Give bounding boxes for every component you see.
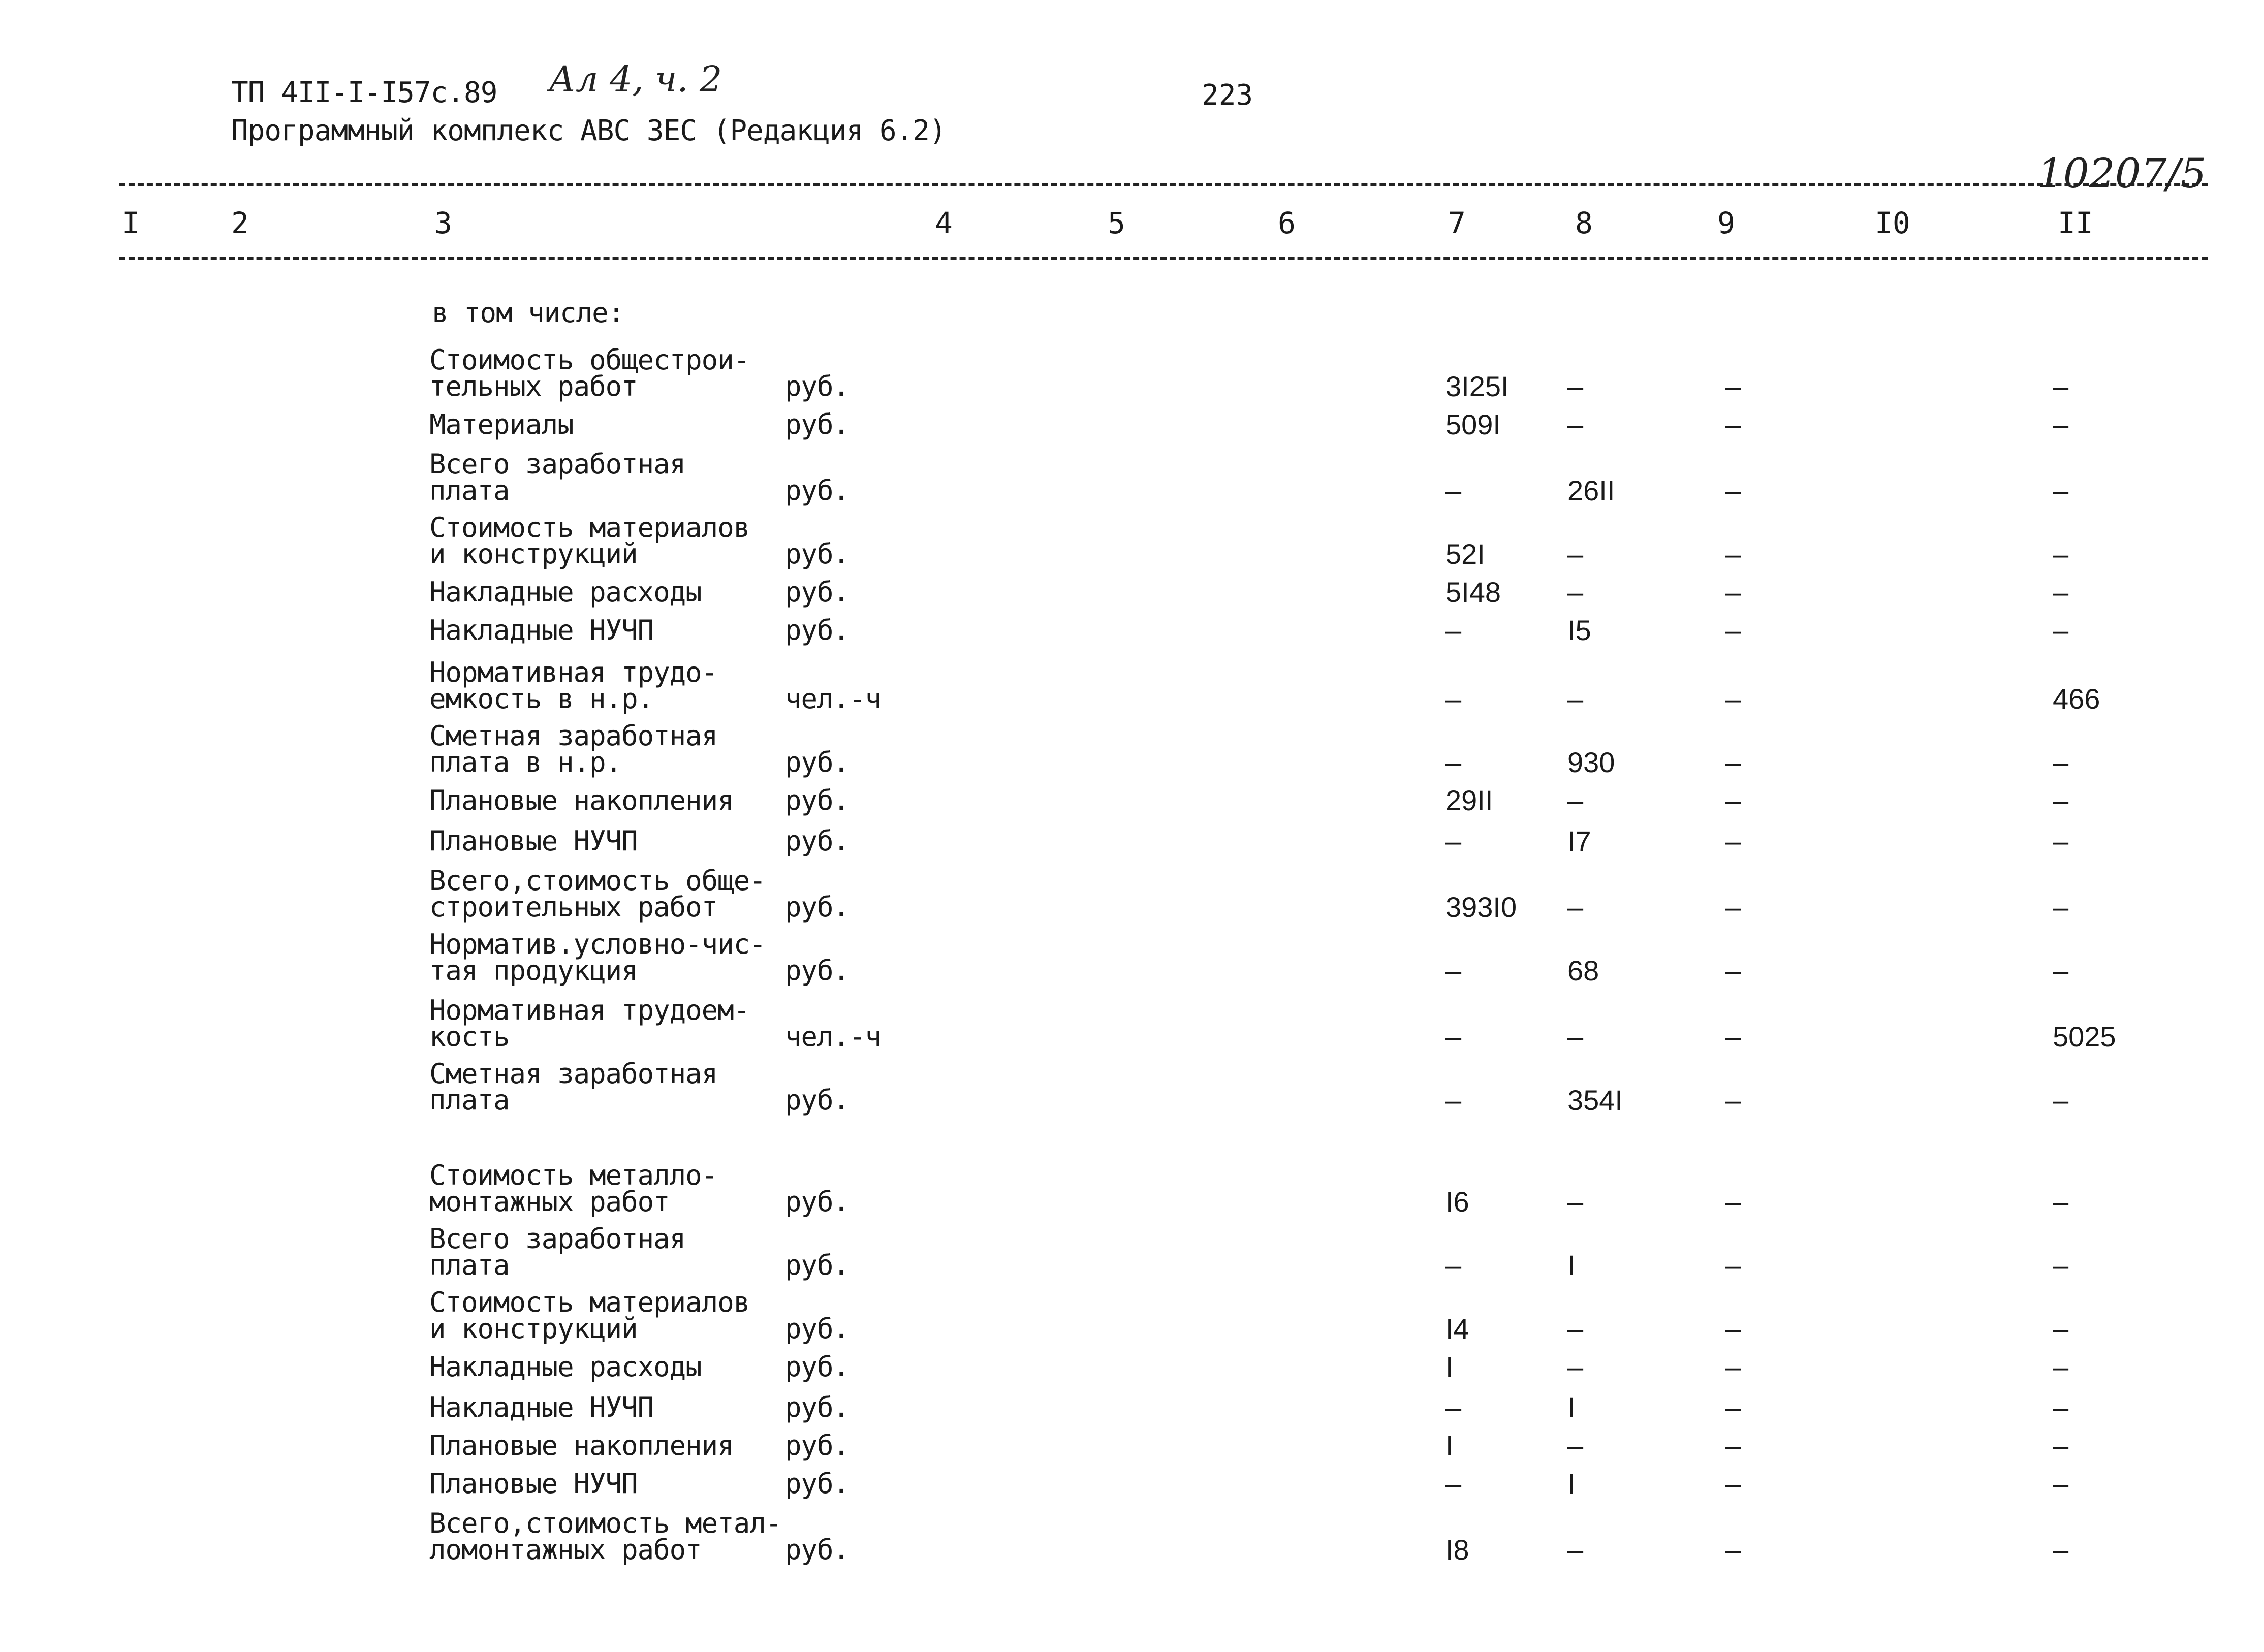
row-label: Накладные НУЧП xyxy=(429,614,654,646)
row-unit: руб. xyxy=(785,576,850,608)
cell-col-9: – xyxy=(1725,474,1741,506)
cell-col-8: – xyxy=(1567,1351,1584,1383)
row-label: Стоимость общестрои- тельных работ xyxy=(429,344,750,402)
cell-col-9: – xyxy=(1725,1351,1741,1383)
cell-col-11: – xyxy=(2053,1186,2069,1218)
cell-col-9: – xyxy=(1725,1021,1741,1053)
cell-col-8: 354I xyxy=(1567,1084,1623,1116)
row-label: Стоимость материалов и конструкций xyxy=(429,1286,750,1345)
cell-col-8: – xyxy=(1567,576,1584,608)
cell-col-7: 3I25I xyxy=(1445,370,1509,402)
row-label: Всего заработная плата xyxy=(429,448,686,506)
row-unit: руб. xyxy=(785,370,850,402)
cell-col-8: – xyxy=(1567,370,1584,402)
cell-col-7: – xyxy=(1445,1249,1462,1281)
row-label: Всего,стоимость метал- ломонтажных работ xyxy=(429,1507,782,1566)
cell-col-8: 930 xyxy=(1567,746,1615,778)
row-label: Норматив.условно-чис- тая продукция xyxy=(429,928,766,987)
cell-col-11: – xyxy=(2053,408,2069,440)
cell-col-9: – xyxy=(1725,825,1741,857)
cell-col-7: 52I xyxy=(1445,538,1485,570)
column-number: 9 xyxy=(1717,206,1735,240)
row-label: Стоимость металло- монтажных работ xyxy=(429,1159,718,1218)
cell-col-11: – xyxy=(2053,784,2069,816)
cell-col-11: – xyxy=(2053,1351,2069,1383)
cell-col-11: – xyxy=(2053,1468,2069,1500)
row-label: Всего заработная плата xyxy=(429,1223,686,1281)
cell-col-9: – xyxy=(1725,408,1741,440)
row-unit: руб. xyxy=(785,1351,850,1383)
cell-col-7: – xyxy=(1445,1021,1462,1053)
cell-col-11: – xyxy=(2053,1313,2069,1345)
handwritten-sheet-number: 10207/5 xyxy=(2037,150,2207,197)
cell-col-9: – xyxy=(1725,955,1741,987)
cell-col-7: – xyxy=(1445,955,1462,987)
row-unit: руб. xyxy=(785,891,850,923)
row-unit: руб. xyxy=(785,1391,850,1423)
cell-col-7: I6 xyxy=(1445,1186,1469,1218)
cell-col-9: – xyxy=(1725,891,1741,923)
row-unit: руб. xyxy=(785,1249,850,1281)
row-unit: руб. xyxy=(785,825,850,857)
cell-col-8: – xyxy=(1567,538,1584,570)
cell-col-7: 5I48 xyxy=(1445,576,1501,608)
row-label: Плановые НУЧП xyxy=(429,1468,638,1500)
cell-col-8: – xyxy=(1567,683,1584,715)
cell-col-9: – xyxy=(1725,576,1741,608)
row-label: Плановые накопления xyxy=(429,784,734,816)
cell-col-11: – xyxy=(2053,1429,2069,1462)
cell-col-7: 509I xyxy=(1445,408,1501,440)
cell-col-8: 68 xyxy=(1567,955,1599,987)
doc-code: ТП 4II-I-I57с.89 xyxy=(231,76,497,109)
cell-col-9: – xyxy=(1725,683,1741,715)
cell-col-11: – xyxy=(2053,614,2069,646)
cell-col-9: – xyxy=(1725,746,1741,778)
row-unit: руб. xyxy=(785,538,850,570)
cell-col-8: – xyxy=(1567,1186,1584,1218)
cell-col-9: – xyxy=(1725,1429,1741,1462)
row-label: Плановые НУЧП xyxy=(429,825,638,857)
section-intro: в том числе: xyxy=(432,297,624,329)
cell-col-9: – xyxy=(1725,784,1741,816)
cell-col-7: I8 xyxy=(1445,1534,1469,1566)
cell-col-11: – xyxy=(2053,1534,2069,1566)
column-number: 7 xyxy=(1448,206,1466,240)
cell-col-8: I5 xyxy=(1567,614,1591,646)
row-unit: руб. xyxy=(785,746,850,778)
column-number: 3 xyxy=(434,206,452,240)
cell-col-11: – xyxy=(2053,1249,2069,1281)
cell-col-7: I4 xyxy=(1445,1313,1469,1345)
column-number: 4 xyxy=(935,206,953,240)
row-label: Нормативная трудо- емкость в н.р. xyxy=(429,656,718,715)
column-number: 5 xyxy=(1108,206,1125,240)
handwritten-note: Ал 4, ч. 2 xyxy=(549,58,722,100)
row-unit: руб. xyxy=(785,1534,850,1566)
row-label: Накладные расходы xyxy=(429,1351,702,1383)
cell-col-8: – xyxy=(1567,1021,1584,1053)
column-number: I xyxy=(122,206,140,240)
cell-col-7: – xyxy=(1445,683,1462,715)
row-label: Всего,стоимость обще- строительных работ xyxy=(429,865,766,923)
cell-col-7: I xyxy=(1445,1429,1454,1462)
cell-col-7: – xyxy=(1445,474,1462,506)
row-unit: руб. xyxy=(785,784,850,816)
cell-col-9: – xyxy=(1725,538,1741,570)
cell-col-8: I xyxy=(1567,1391,1576,1423)
cell-col-9: – xyxy=(1725,1313,1741,1345)
cell-col-11: – xyxy=(2053,474,2069,506)
cell-col-7: – xyxy=(1445,614,1462,646)
row-label: Сметная заработная плата в н.р. xyxy=(429,720,718,778)
column-number: II xyxy=(2058,206,2093,240)
cell-col-11: 5025 xyxy=(2053,1021,2116,1053)
cell-col-9: – xyxy=(1725,370,1741,402)
row-unit: чел.-ч xyxy=(785,683,882,715)
program-line: Программный комплекс АВС ЗЕС (Редакция 6.2) xyxy=(231,114,946,147)
cell-col-8: I xyxy=(1567,1468,1576,1500)
table-top-rule xyxy=(119,183,2208,186)
cell-col-7: – xyxy=(1445,825,1462,857)
row-unit: руб. xyxy=(785,474,850,506)
cell-col-11: – xyxy=(2053,891,2069,923)
column-number: 6 xyxy=(1278,206,1296,240)
row-unit: руб. xyxy=(785,1468,850,1500)
cell-col-9: – xyxy=(1725,1249,1741,1281)
cell-col-8: – xyxy=(1567,1429,1584,1462)
row-label: Стоимость материалов и конструкций xyxy=(429,512,750,570)
cell-col-7: 393I0 xyxy=(1445,891,1517,923)
cell-col-8: I xyxy=(1567,1249,1576,1281)
cell-col-7: I xyxy=(1445,1351,1454,1383)
cell-col-7: – xyxy=(1445,1468,1462,1500)
row-unit: руб. xyxy=(785,1429,850,1462)
cell-col-11: – xyxy=(2053,746,2069,778)
row-unit: руб. xyxy=(785,1084,850,1116)
row-unit: руб. xyxy=(785,408,850,440)
column-number: I0 xyxy=(1875,206,1910,240)
cell-col-9: – xyxy=(1725,1186,1741,1218)
cell-col-7: 29II xyxy=(1445,784,1493,816)
cell-col-8: I7 xyxy=(1567,825,1591,857)
row-label: Материалы xyxy=(429,408,574,440)
cell-col-7: – xyxy=(1445,746,1462,778)
row-unit: чел.-ч xyxy=(785,1021,882,1053)
cell-col-9: – xyxy=(1725,1534,1741,1566)
cell-col-9: – xyxy=(1725,1468,1741,1500)
cell-col-11: – xyxy=(2053,1391,2069,1423)
row-label: Сметная заработная плата xyxy=(429,1058,718,1116)
cell-col-11: – xyxy=(2053,955,2069,987)
cell-col-8: – xyxy=(1567,1313,1584,1345)
cell-col-11: – xyxy=(2053,1084,2069,1116)
row-label: Накладные НУЧП xyxy=(429,1391,654,1423)
cell-col-8: – xyxy=(1567,891,1584,923)
cell-col-11: – xyxy=(2053,825,2069,857)
cell-col-8: – xyxy=(1567,784,1584,816)
cell-col-8: – xyxy=(1567,1534,1584,1566)
cell-col-9: – xyxy=(1725,1391,1741,1423)
column-number: 2 xyxy=(231,206,249,240)
row-unit: руб. xyxy=(785,614,850,646)
cell-col-11: – xyxy=(2053,576,2069,608)
row-label: Накладные расходы xyxy=(429,576,702,608)
cell-col-11: – xyxy=(2053,370,2069,402)
cell-col-11: 466 xyxy=(2053,683,2100,715)
table-header-rule xyxy=(119,257,2208,260)
row-unit: руб. xyxy=(785,1313,850,1345)
cell-col-8: 26II xyxy=(1567,474,1615,506)
cell-col-8: – xyxy=(1567,408,1584,440)
row-label: Плановые накопления xyxy=(429,1429,734,1462)
cell-col-9: – xyxy=(1725,614,1741,646)
page-number: 223 xyxy=(1202,79,1253,112)
cell-col-7: – xyxy=(1445,1084,1462,1116)
cell-col-9: – xyxy=(1725,1084,1741,1116)
cell-col-11: – xyxy=(2053,538,2069,570)
cell-col-7: – xyxy=(1445,1391,1462,1423)
row-label: Нормативная трудоем- кость xyxy=(429,994,750,1053)
column-number: 8 xyxy=(1575,206,1593,240)
row-unit: руб. xyxy=(785,1186,850,1218)
row-unit: руб. xyxy=(785,955,850,987)
